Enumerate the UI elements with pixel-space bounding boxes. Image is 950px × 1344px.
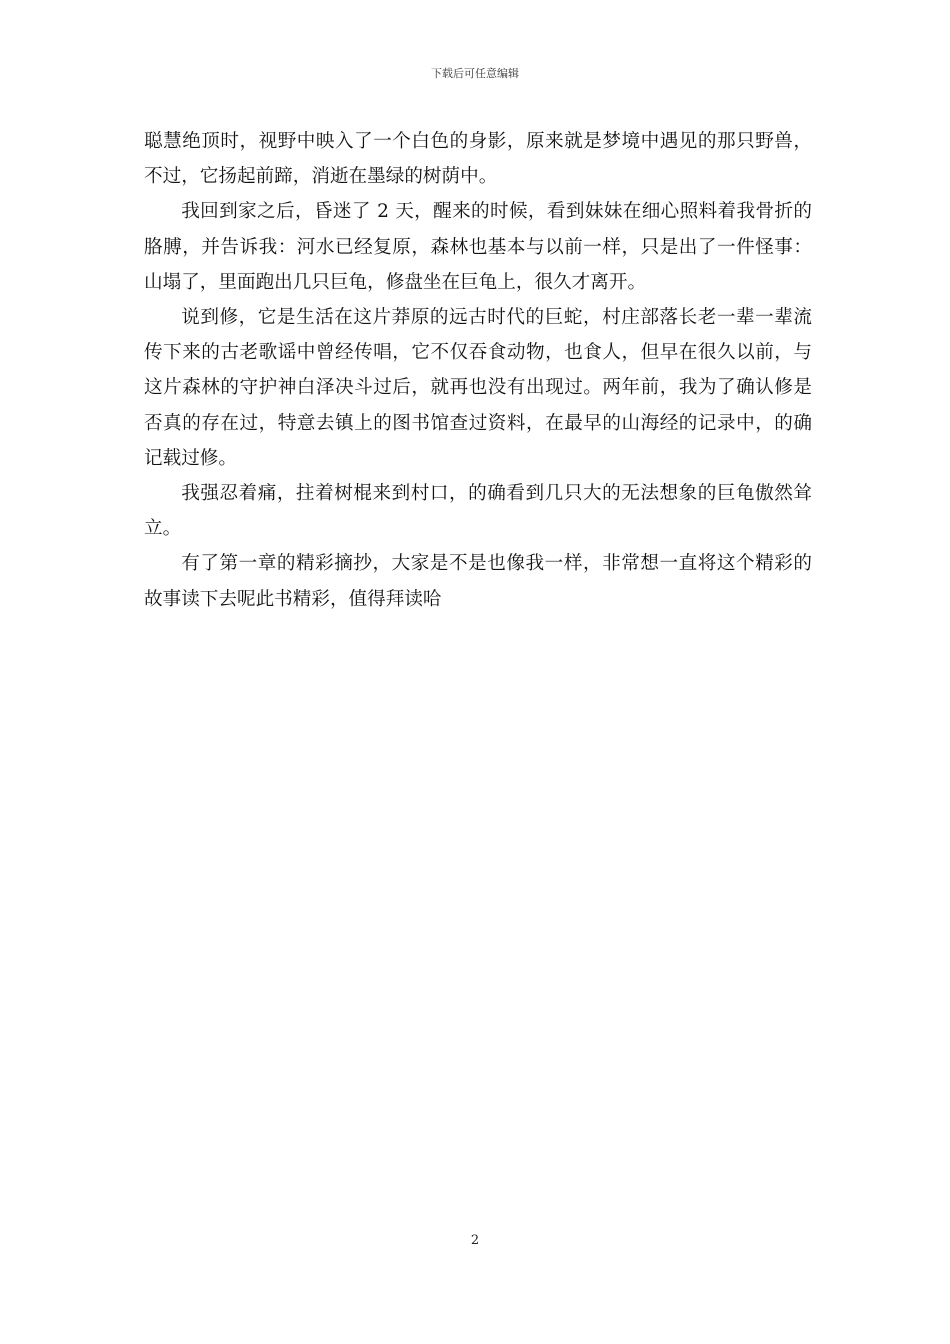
paragraph-4: 我强忍着痛，拄着树棍来到村口，的确看到几只大的无法想象的巨龟傲然耸立。 (144, 483, 812, 540)
paragraph-1: 聪慧绝顶时，视野中映入了一个白色的身影，原来就是梦境中遇见的那只野兽，不过，它扬起前蹄，消逝在墨绿的树荫中。 (144, 131, 812, 188)
page-number: 2 (470, 1233, 480, 1248)
page-header: 下载后可任意编辑 (431, 67, 519, 80)
paragraph-3: 说到修，它是生活在这片莽原的远古时代的巨蛇，村庄部落长老一辈一辈流传下来的古老歌谣中曾经传唱，它不仅吞食动物，也食人，但早在很久以前，与这片森林的守护神白泽决斗过后，就再也没有出现过。两年前，我为了确认修是否真的存在过，特意去镇上的图书馆查过资料，在最早的山海经的记录中，的确记载过修。 (144, 307, 812, 469)
paragraph-2: 我回到家之后，昏迷了 2 天，醒来的时候，看到妹妹在细心照料着我骨折的胳膊，并告诉我：河水已经复原，森林也基本与以前一样，只是出了一件怪事：山塌了，里面跑出几只巨龟，修盘坐在巨龟上，很久才离开。 (144, 201, 812, 293)
paragraph-5: 有了第一章的精彩摘抄，大家是不是也像我一样，非常想一直将这个精彩的故事读下去呢此书精彩，值得拜读哈 (144, 553, 812, 610)
document-body (144, 124, 812, 617)
